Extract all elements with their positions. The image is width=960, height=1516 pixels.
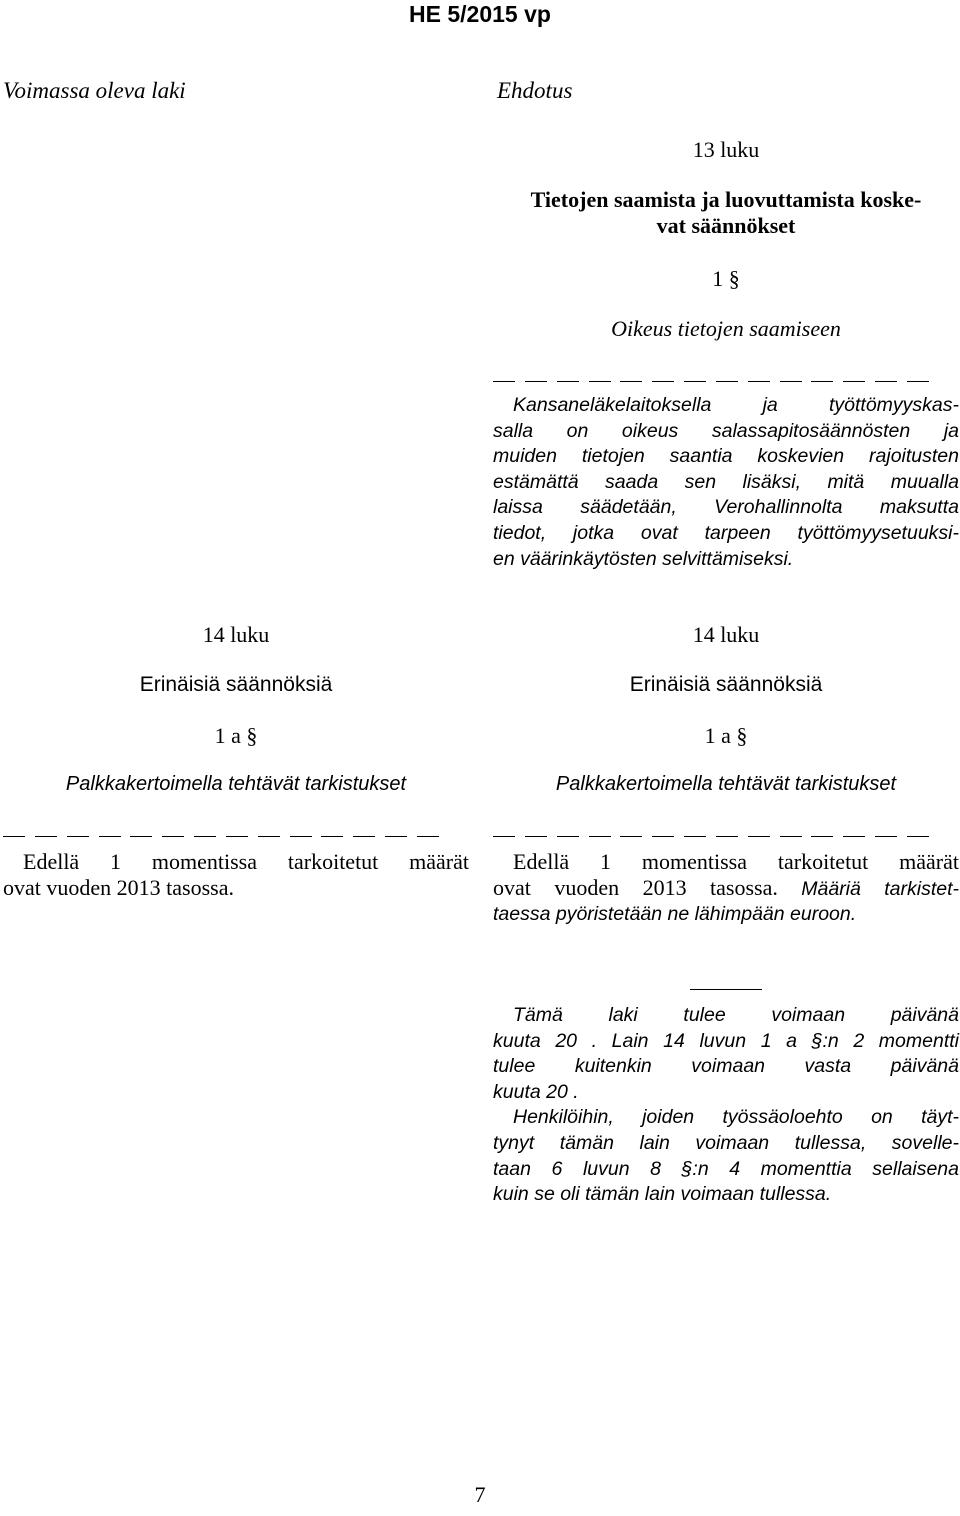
page-number: 7 (474, 1482, 486, 1507)
left-chapter-14-title: Erinäisiä säännöksiä (139, 673, 333, 696)
right-section-1a-paragraph (493, 849, 959, 928)
left-section-1a-title: Palkkakertoimella tehtävät tarkistukset (65, 773, 407, 795)
paragraph-line: tulee kuitenkin voimaan vasta päivänä (493, 1055, 959, 1078)
left-section-1a-paragraph (3, 849, 469, 900)
chapter-13-title-line1: Tietojen saamista ja luovuttamista koske- (530, 187, 922, 212)
paragraph-line: laissa säädetään, Verohallinnolta maksutta (493, 496, 959, 519)
separator-rule (690, 989, 762, 990)
paragraph-line: tiedot, jotka ovat tarpeen työttömyysetuuksi- (493, 521, 959, 544)
paragraph-line: en väärinkäytösten selvittämiseksi. (493, 547, 794, 570)
paragraph-text: ovat vuoden 2013 tasossa. (493, 874, 778, 900)
left-chapter-14-heading: 14 luku (202, 622, 270, 647)
left-column-heading: Voimassa oleva laki (3, 78, 186, 103)
left-section-1a-heading: 1 a § (214, 723, 258, 748)
section-1-heading: 1 § (712, 266, 740, 291)
paragraph-line: kuuta 20 . (493, 1080, 579, 1103)
paragraph-line: tynyt tämän lain voimaan tullessa, sovelle- (493, 1131, 959, 1154)
paragraph-line: kuuta 20 . Lain 14 luvun 1 a §:n 2 momentti (493, 1029, 959, 1052)
paragraph-line (493, 875, 959, 903)
paragraph-line: ovat vuoden 2013 tasossa. (3, 874, 234, 900)
right-chapter-14-heading: 14 luku (692, 622, 760, 647)
section-1-paragraph (493, 393, 959, 572)
paragraph-line: salla on oikeus salassapitosäännösten ja (493, 419, 959, 442)
amendment-text: Määriä tarkistet- (777, 877, 960, 900)
paragraph-line: Tämä laki tulee voimaan päivänä (513, 1004, 959, 1026)
paragraph-line: estämättä saada sen lisäksi, mitä muualla (493, 470, 959, 493)
paragraph-line: muiden tietojen saantia koskevien rajoitusten (493, 445, 959, 468)
chapter-13-title (493, 187, 959, 239)
entry-into-force-paragraph (493, 1003, 959, 1208)
right-section-1a-heading: 1 a § (704, 723, 748, 748)
amendment-text: taessa pyöristetään ne lähimpään euroon. (493, 903, 857, 926)
paragraph-line: Edellä 1 momentissa tarkoitetut määrät (513, 849, 959, 874)
omitted-text-dashes (493, 381, 929, 384)
right-chapter-14-title: Erinäisiä säännöksiä (629, 673, 823, 696)
chapter-13-title-line2: vat säännökset (656, 213, 796, 238)
chapter-13-heading: 13 luku (692, 137, 760, 162)
paragraph-line: kuin se oli tämän lain voimaan tullessa. (493, 1183, 832, 1206)
document-header: HE 5/2015 vp (409, 1, 551, 27)
left-omitted-text-dashes (3, 836, 439, 839)
right-omitted-text-dashes (493, 836, 929, 839)
right-column-heading: Ehdotus (497, 78, 573, 103)
paragraph-line: taan 6 luvun 8 §:n 4 momenttia sellaisena (493, 1157, 959, 1180)
section-1-title: Oikeus tietojen saamiseen (611, 316, 841, 341)
paragraph-line: Kansaneläkelaitoksella ja työttömyyskas- (513, 394, 959, 416)
paragraph-line: Edellä 1 momentissa tarkoitetut määrät (23, 849, 469, 874)
paragraph-line: Henkilöihin, joiden työssäoloehto on täyt- (513, 1106, 959, 1129)
right-section-1a-title: Palkkakertoimella tehtävät tarkistukset (555, 773, 897, 795)
